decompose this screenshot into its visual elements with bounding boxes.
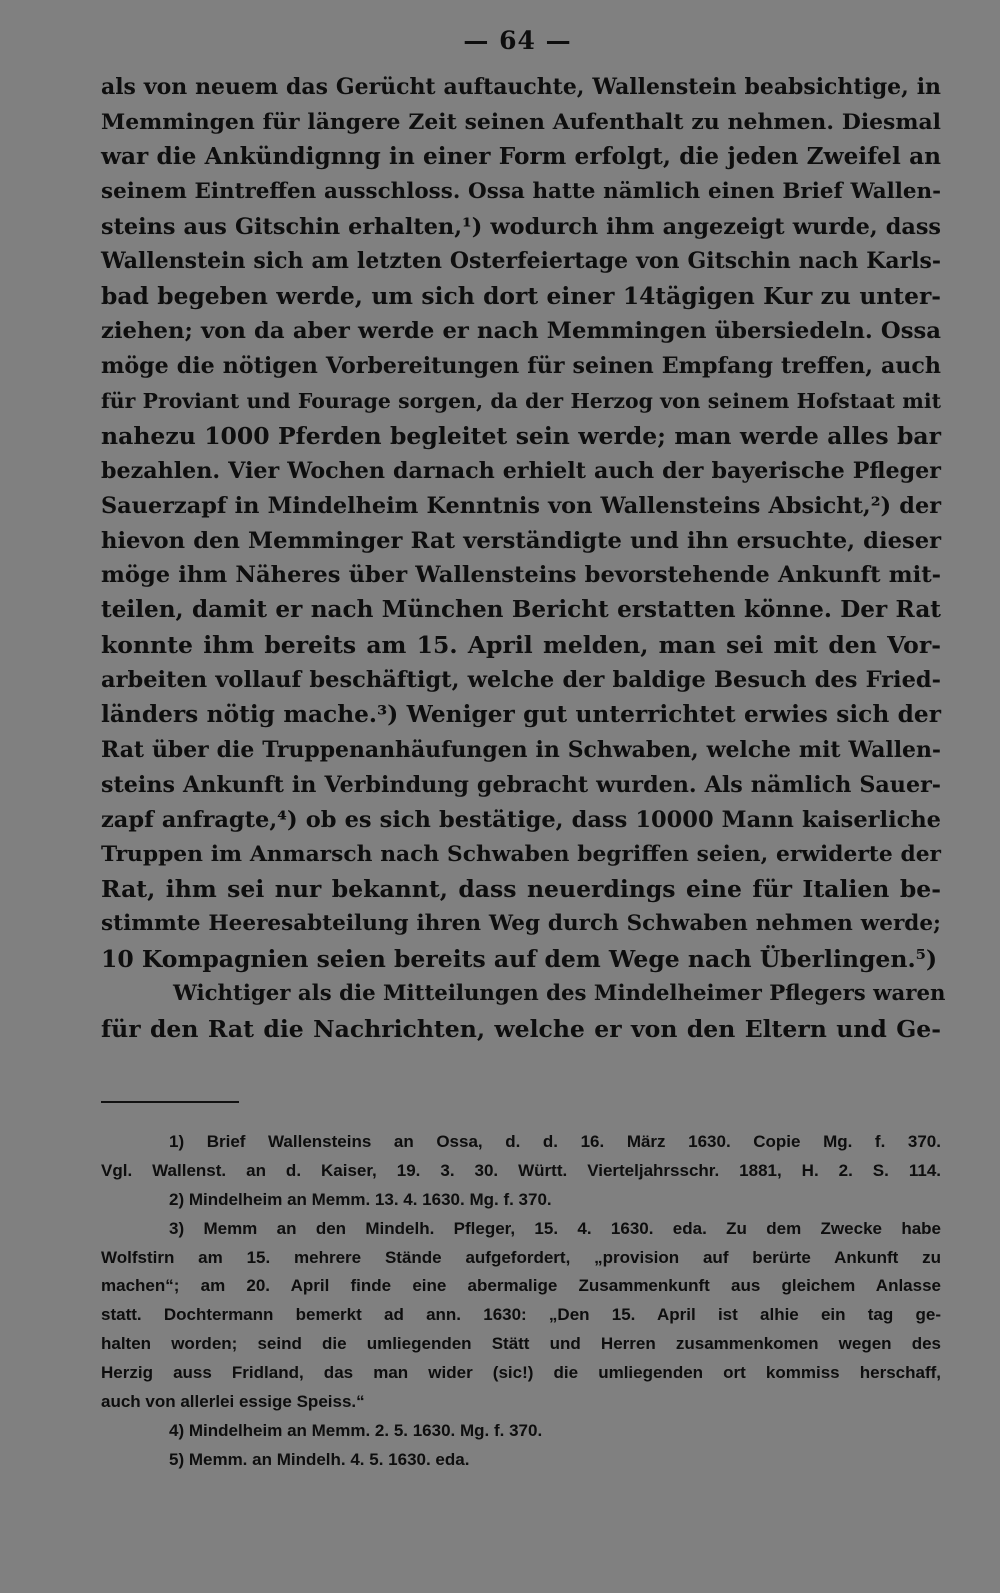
text-line: steins aus Gitschin erhalten,¹) wodurch ihm angezeigt wurde, dass (101, 213, 941, 240)
footnote-line: Wolfstirn am 15. mehrere Stände aufgefordert, „provision auf berürte Ankunft zu (101, 1247, 941, 1267)
text-line: konnte ihm bereits am 15. April melden, man sei mit den Vor- (101, 631, 941, 660)
text-line: Rat über die Truppenanhäufungen in Schwaben, welche mit Wallen- (101, 736, 941, 763)
text-line: ziehen; von da aber werde er nach Memmingen übersiedeln. Ossa (101, 318, 941, 345)
text-line: länders nötig mache.³) Weniger gut unterrichtet erwies sich der (101, 701, 941, 729)
text-line: für Proviant und Fourage sorgen, da der Herzog von seinem Hofstaat mit (101, 389, 941, 414)
footnote-line: auch von allerlei essige Speiss.“ (101, 1392, 365, 1412)
text-line: Wichtiger als die Mitteilungen des Mindelheimer Pflegers waren (173, 981, 946, 1007)
text-line: Rat, ihm sei nur bekannt, dass neuerdings eine für Italien be- (101, 875, 941, 904)
text-line: Sauerzapf in Mindelheim Kenntnis von Wallensteins Absicht,²) der (101, 492, 941, 519)
page-number: — 64 — (463, 26, 572, 55)
text-line: als von neuem das Gerücht auftauchte, Wallenstein beabsichtige, in (101, 74, 941, 100)
footnote-line: 5) Memm. an Mindelh. 4. 5. 1630. eda. (169, 1449, 470, 1469)
footnote-line: machen“; am 20. April finde eine abermalige Zusammenkunft aus gleichem Anlasse (101, 1276, 941, 1296)
text-line: möge die nötigen Vorbereitungen für seinen Empfang treffen, auch (101, 353, 941, 380)
text-line: bad begeben werde, um sich dort einer 14tägigen Kur zu unter- (101, 282, 941, 311)
text-line: nahezu 1000 Pferden begleitet sein werde; man werde alles bar (101, 421, 941, 450)
footnote-line: statt. Dochtermann bemerkt ad ann. 1630: „Den 15. April ist alhie ein tag ge- (101, 1305, 941, 1325)
text-line: Truppen im Anmarsch nach Schwaben begriffen seien, erwiderte der (101, 841, 941, 867)
text-line: stimmte Heeresabteilung ihren Weg durch Schwaben nehmen werde; (101, 911, 941, 937)
text-line: Memmingen für längere Zeit seinen Aufenthalt zu nehmen. Diesmal (101, 108, 941, 135)
footnote-line: 1) Brief Wallensteins an Ossa, d. d. 16. März 1630. Copie Mg. f. 370. (169, 1132, 941, 1151)
footnote-line: 4) Mindelheim an Memm. 2. 5. 1630. Mg. f. 370. (169, 1420, 543, 1440)
footnote-line: Herzig auss Fridland, das man wider (sic!) die umliegenden ort kommiss herschaff, (101, 1363, 941, 1383)
text-line: steins Ankunft in Verbindung gebracht wurden. Als nämlich Sauer- (101, 771, 941, 798)
text-line: bezahlen. Vier Wochen darnach erhielt auch der bayerische Pfleger (101, 457, 941, 484)
text-line: hievon den Memminger Rat verständigte und ihn ersuchte, dieser (101, 527, 941, 554)
text-line: teilen, damit er nach München Bericht erstatten könne. Der Rat (101, 596, 941, 624)
text-line: Wallenstein sich am letzten Osterfeiertage von Gitschin nach Karls- (101, 248, 941, 275)
text-line: für den Rat die Nachrichten, welche er von den Eltern und Ge- (101, 1015, 941, 1044)
footnote-line: 2) Mindelheim an Memm. 13. 4. 1630. Mg. f. 370. (169, 1189, 552, 1209)
text-line: möge ihm Näheres über Wallensteins bevorstehende Ankunft mit- (101, 562, 941, 589)
text-line: 10 Kompagnien seien bereits auf dem Wege nach Überlingen.⁵) (101, 945, 938, 974)
footnote-line: 3) Memm an den Mindelh. Pfleger, 15. 4. 1630. eda. Zu dem Zwecke habe (169, 1218, 941, 1238)
footnote-line: halten worden; seind die umliegenden Stätt und Herren zusammenkomen wegen des (101, 1334, 941, 1354)
footnote-line: Vgl. Wallenst. an d. Kaiser, 19. 3. 30. Württ. Vierteljahrsschr. 1881, H. 2. S. 114. (101, 1160, 941, 1180)
main-text (101, 70, 946, 1047)
footnote-separator (101, 1101, 239, 1103)
text-line: seinem Eintreffen ausschloss. Ossa hatte nämlich einen Brief Wallen- (101, 178, 941, 204)
text-line: zapf anfragte,⁴) ob es sich bestätige, dass 10000 Mann kaiserliche (101, 806, 941, 833)
text-line: arbeiten vollauf beschäftigt, welche der baldige Besuch des Fried- (101, 667, 941, 694)
footnotes (101, 1128, 941, 1475)
text-line: war die Ankündignng in einer Form erfolgt, die jeden Zweifel an (101, 142, 941, 170)
